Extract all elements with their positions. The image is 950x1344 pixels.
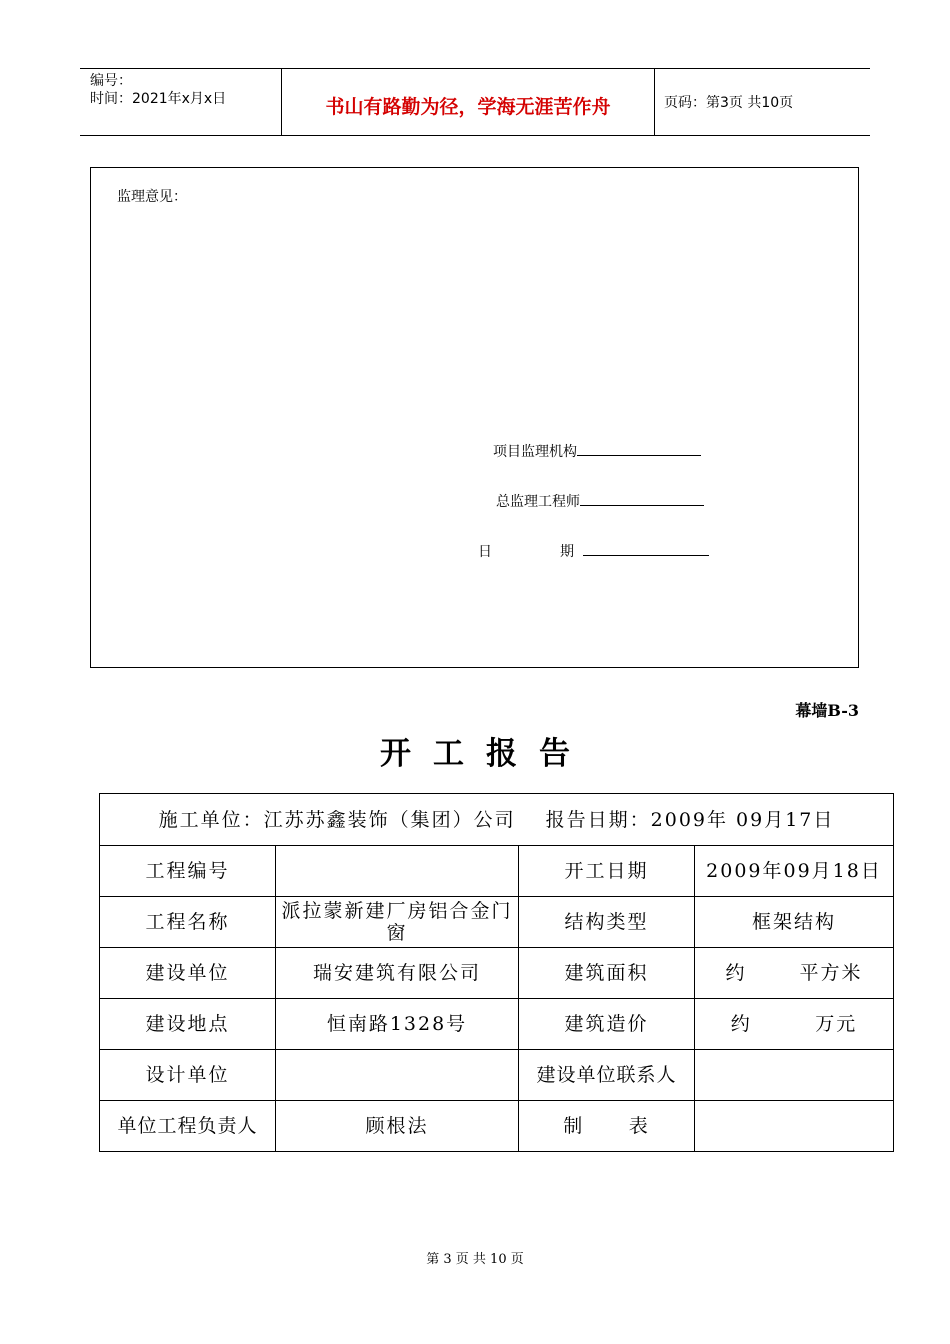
report-title: 开工报告: [380, 736, 592, 772]
supervision-org-line: [493, 440, 701, 461]
start-report-table: [99, 793, 894, 1152]
document-number-label: 编号：: [90, 73, 132, 89]
supervision-opinion-label: 监理意见：: [117, 189, 187, 205]
prepared-by-label: [519, 1101, 695, 1152]
design-unit-value: [276, 1050, 519, 1101]
building-area-prefix: 约: [725, 962, 747, 984]
building-area-label: 建筑面积: [519, 948, 695, 999]
form-code: 幕墙B-3: [795, 701, 859, 720]
table-row: [100, 794, 894, 846]
building-area-unit: 平方米: [799, 962, 863, 984]
project-name-label: 工程名称: [100, 897, 276, 948]
supervision-engineer-line: [496, 490, 704, 511]
header-bottom-rule: [80, 135, 870, 136]
structure-type-label: 结构类型: [519, 897, 695, 948]
construction-cost-value: [695, 999, 894, 1050]
project-manager-value: 顾根法: [276, 1101, 519, 1152]
page-footer: 第 3 页 共 10 页: [426, 1252, 524, 1267]
supervision-date-blank: [583, 540, 709, 556]
owner-unit-label: 建设单位: [100, 948, 276, 999]
prepared-by-right: 表: [628, 1115, 650, 1137]
supervision-date-line: [478, 540, 709, 561]
project-name-value: 派拉蒙新建厂房铝合金门窗: [276, 897, 519, 948]
construction-cost-unit: 万元: [815, 1013, 858, 1035]
table-row: [100, 948, 894, 999]
owner-unit-value: 瑞安建筑有限公司: [276, 948, 519, 999]
building-area-value: [695, 948, 894, 999]
owner-contact-label: 建设单位联系人: [519, 1050, 695, 1101]
structure-type-value: 框架结构: [695, 897, 894, 948]
project-number-value: [276, 846, 519, 897]
header-divider-right: [654, 68, 655, 136]
start-date-value: 2009年09月18日: [695, 846, 894, 897]
start-date-label: 开工日期: [519, 846, 695, 897]
supervision-org-label: 项目监理机构: [493, 444, 577, 460]
table-row: [100, 897, 894, 948]
constructor-line: 施工单位：江苏苏鑫装饰（集团）公司: [158, 808, 516, 831]
supervision-date-label-right: 期: [560, 544, 574, 560]
project-number-label: 工程编号: [100, 846, 276, 897]
header-page-info: 页码：第3页 共10页: [664, 95, 794, 111]
supervision-engineer-blank: [580, 490, 704, 506]
prepared-by-left: 制: [563, 1115, 585, 1137]
supervision-opinion-box: [90, 167, 859, 668]
report-date-line: 报告日期：2009年 09月17日: [545, 808, 835, 831]
supervision-engineer-label: 总监理工程师: [496, 494, 580, 510]
header-top-rule: [80, 68, 870, 69]
project-manager-label: 单位工程负责人: [100, 1101, 276, 1152]
site-location-value: 恒南路1328号: [276, 999, 519, 1050]
prepared-by-value: [695, 1101, 894, 1152]
header-motto: 书山有路勤为径，学海无涯苦作舟: [325, 96, 611, 118]
table-row: [100, 1101, 894, 1152]
owner-contact-value: [695, 1050, 894, 1101]
constructor-cell: [100, 794, 894, 846]
site-location-label: 建设地点: [100, 999, 276, 1050]
construction-cost-label: 建筑造价: [519, 999, 695, 1050]
table-row: [100, 999, 894, 1050]
supervision-org-blank: [577, 440, 701, 456]
table-row: [100, 1050, 894, 1101]
document-time-label: 时间：2021年x月x日: [90, 91, 227, 107]
table-row: [100, 846, 894, 897]
construction-cost-prefix: 约: [730, 1013, 752, 1035]
design-unit-label: 设计单位: [100, 1050, 276, 1101]
supervision-date-label-left: 日: [478, 544, 492, 560]
